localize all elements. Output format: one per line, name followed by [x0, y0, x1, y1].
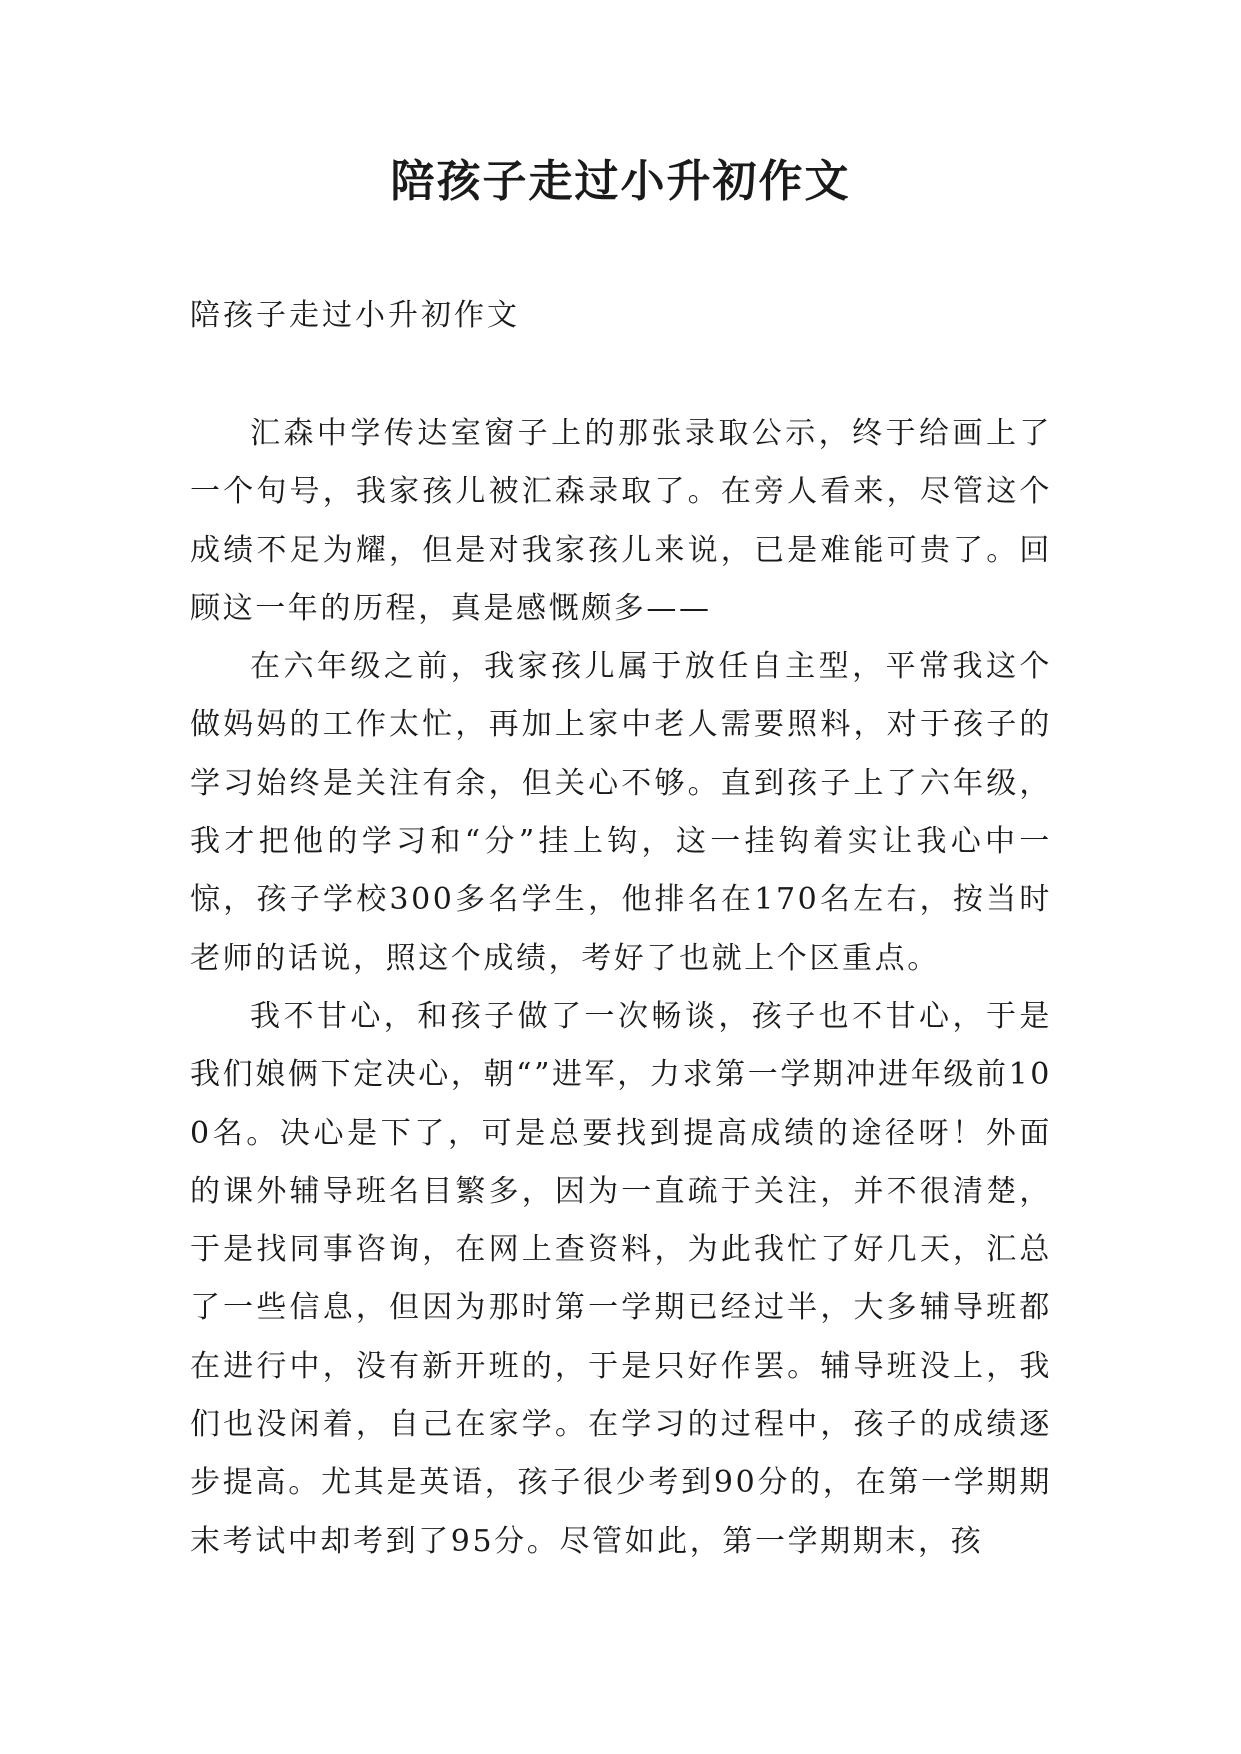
body-paragraph: 在六年级之前，我家孩儿属于放任自主型，平常我这个做妈妈的工作太忙，再加上家中老人需要照料，对于孩子的学习始终是关注有余，但关心不够。直到孩子上了六年级，我才把他的学习和“分”挂上钩，这一挂钩着实让我心中一惊，孩子学校300多名学生，他排名在170名左右，按当时老师的话说，照这个成绩，考好了也就上个区重点。 [190, 649, 1052, 976]
body-paragraph: 我不甘心，和孩子做了一次畅谈，孩子也不甘心，于是我们娘俩下定决心，朝“”进军，力求第一学期冲进年级前100名。决心是下了，可是总要找到提高成绩的途径呀！外面的课外辅导班名目繁多，因为一直疏于关注，并不很清楚，于是找同事咨询，在网上查资料，为此我忙了好几天，汇总了一些信息，但因为那时第一学期已经过半，大多辅导班都在进行中，没有新开班的，于是只好作罢。辅导班没上，我们也没闲着，自己在家学。在学习的过程中，孩子的成绩逐步提高。尤其是英语，孩子很少考到90分的，在第一学期期末考试中却考到了95分。尽管如此，第一学期期末，孩 [190, 998, 1052, 1559]
document-body [190, 405, 1052, 1571]
document-subtitle: 陪孩子走过小升初作文 [190, 298, 520, 333]
body-paragraph: 汇森中学传达室窗子上的那张录取公示，终于给画上了一个句号，我家孩儿被汇森录取了。在旁人看来，尽管这个成绩不足为耀，但是对我家孩儿来说，已是难能可贵了。回顾这一年的历程，真是感慨颇多—— [190, 416, 1052, 626]
document-title: 陪孩子走过小升初作文 [390, 156, 851, 207]
